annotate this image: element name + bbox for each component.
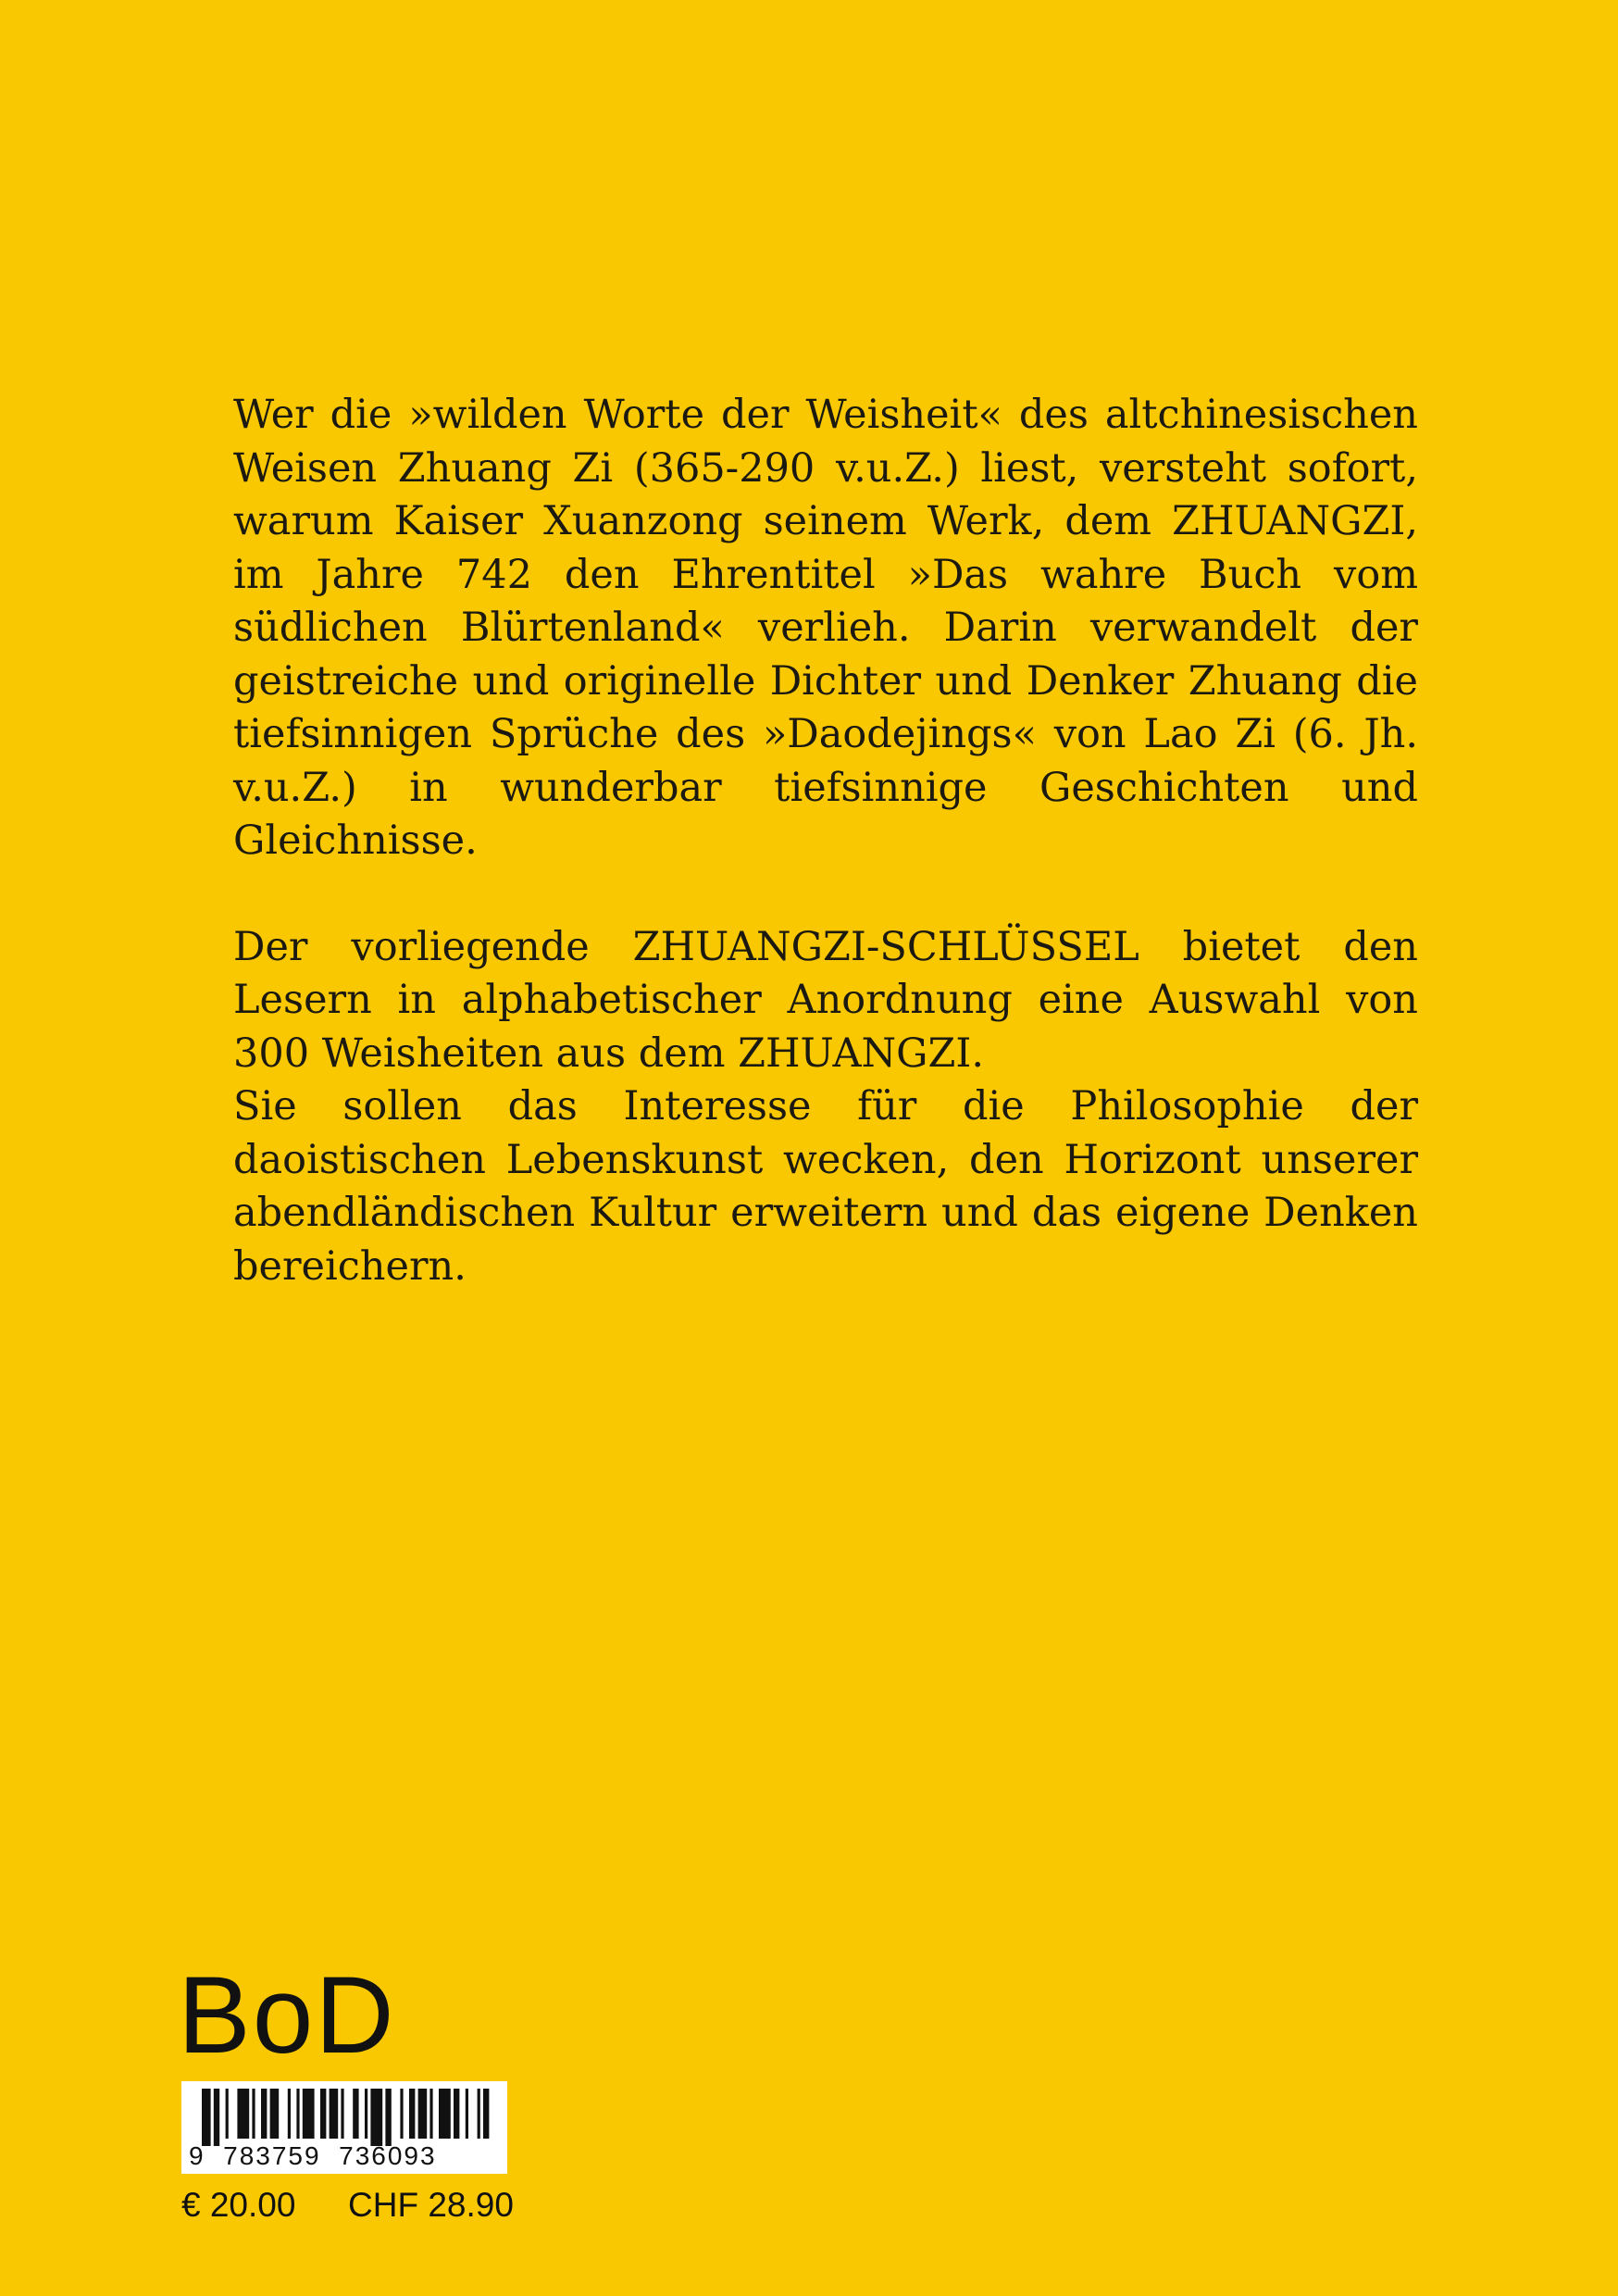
blurb-paragraph-1: Wer die »wilden Worte der Weisheit« des altchinesischen Weisen Zhuang Zi (365-290 v.u.Z.) liest, versteht sofort, warum Kaiser Xuanzong seinem Werk, dem ZHUANGZI, im Jahre 742 den Ehrentitel »Das wahre Buch vom südlichen Blürtenland« verlieh. Darin verwandelt der geistreiche und originelle Dichter und Denker Zhuang die tiefsinnigen Sprüche des »Daodejings« von Lao Zi (6. Jh. v.u.Z.) in wunderbar tiefsinnige Geschichten und Gleichnisse. bbox=[233, 392, 1418, 864]
publisher-logo: BoD bbox=[178, 1954, 396, 2077]
barcode-bar bbox=[288, 2089, 291, 2139]
back-cover-blurb bbox=[233, 389, 1418, 1293]
price-eur: € 20.00 bbox=[181, 2186, 296, 2224]
barcode-bar bbox=[385, 2089, 391, 2146]
blurb-paragraph-2: Der vorliegende ZHUANGZI-SCHLÜSSEL bietet den Lesern in alphabetischer Anordnung eine Auswahl von 300 Weisheiten aus dem ZHUANGZI. bbox=[233, 923, 1418, 1077]
barcode-bar bbox=[237, 2089, 249, 2139]
price-chf: CHF 28.90 bbox=[348, 2186, 514, 2224]
barcode-bar bbox=[303, 2089, 315, 2139]
barcode-bar bbox=[429, 2089, 432, 2139]
barcode-bar bbox=[483, 2089, 489, 2139]
barcode-bar bbox=[353, 2089, 358, 2139]
barcode-bar bbox=[270, 2089, 280, 2139]
barcode-bar bbox=[370, 2089, 382, 2146]
barcode-bar bbox=[320, 2089, 326, 2139]
barcode-bar bbox=[454, 2089, 459, 2139]
barcode-bar bbox=[466, 2089, 468, 2139]
barcode-bar bbox=[330, 2089, 339, 2139]
barcode-bar bbox=[296, 2089, 299, 2139]
barcode-bar bbox=[226, 2089, 229, 2139]
isbn-number: 9 783759 736093 bbox=[189, 2141, 437, 2170]
blurb-paragraph-3: Sie sollen das Interesse für die Philosophie der daoistischen Lebenskunst wecken, den Horizont unserer abendländischen Kultur erweitern und das eigene Denken bereichern. bbox=[233, 1083, 1418, 1290]
barcode-bar bbox=[478, 2089, 480, 2139]
isbn-barcode bbox=[181, 2081, 507, 2174]
barcode-bar bbox=[202, 2089, 211, 2146]
barcode-bar bbox=[214, 2089, 219, 2146]
barcode-bar bbox=[409, 2089, 415, 2139]
barcode-bar bbox=[261, 2089, 267, 2139]
barcode-bar bbox=[418, 2089, 428, 2139]
barcode-bar bbox=[439, 2089, 451, 2139]
barcode-bar bbox=[252, 2089, 255, 2139]
barcode-bar bbox=[341, 2089, 343, 2139]
barcode-bar bbox=[365, 2089, 367, 2139]
barcode-bar bbox=[400, 2089, 403, 2139]
